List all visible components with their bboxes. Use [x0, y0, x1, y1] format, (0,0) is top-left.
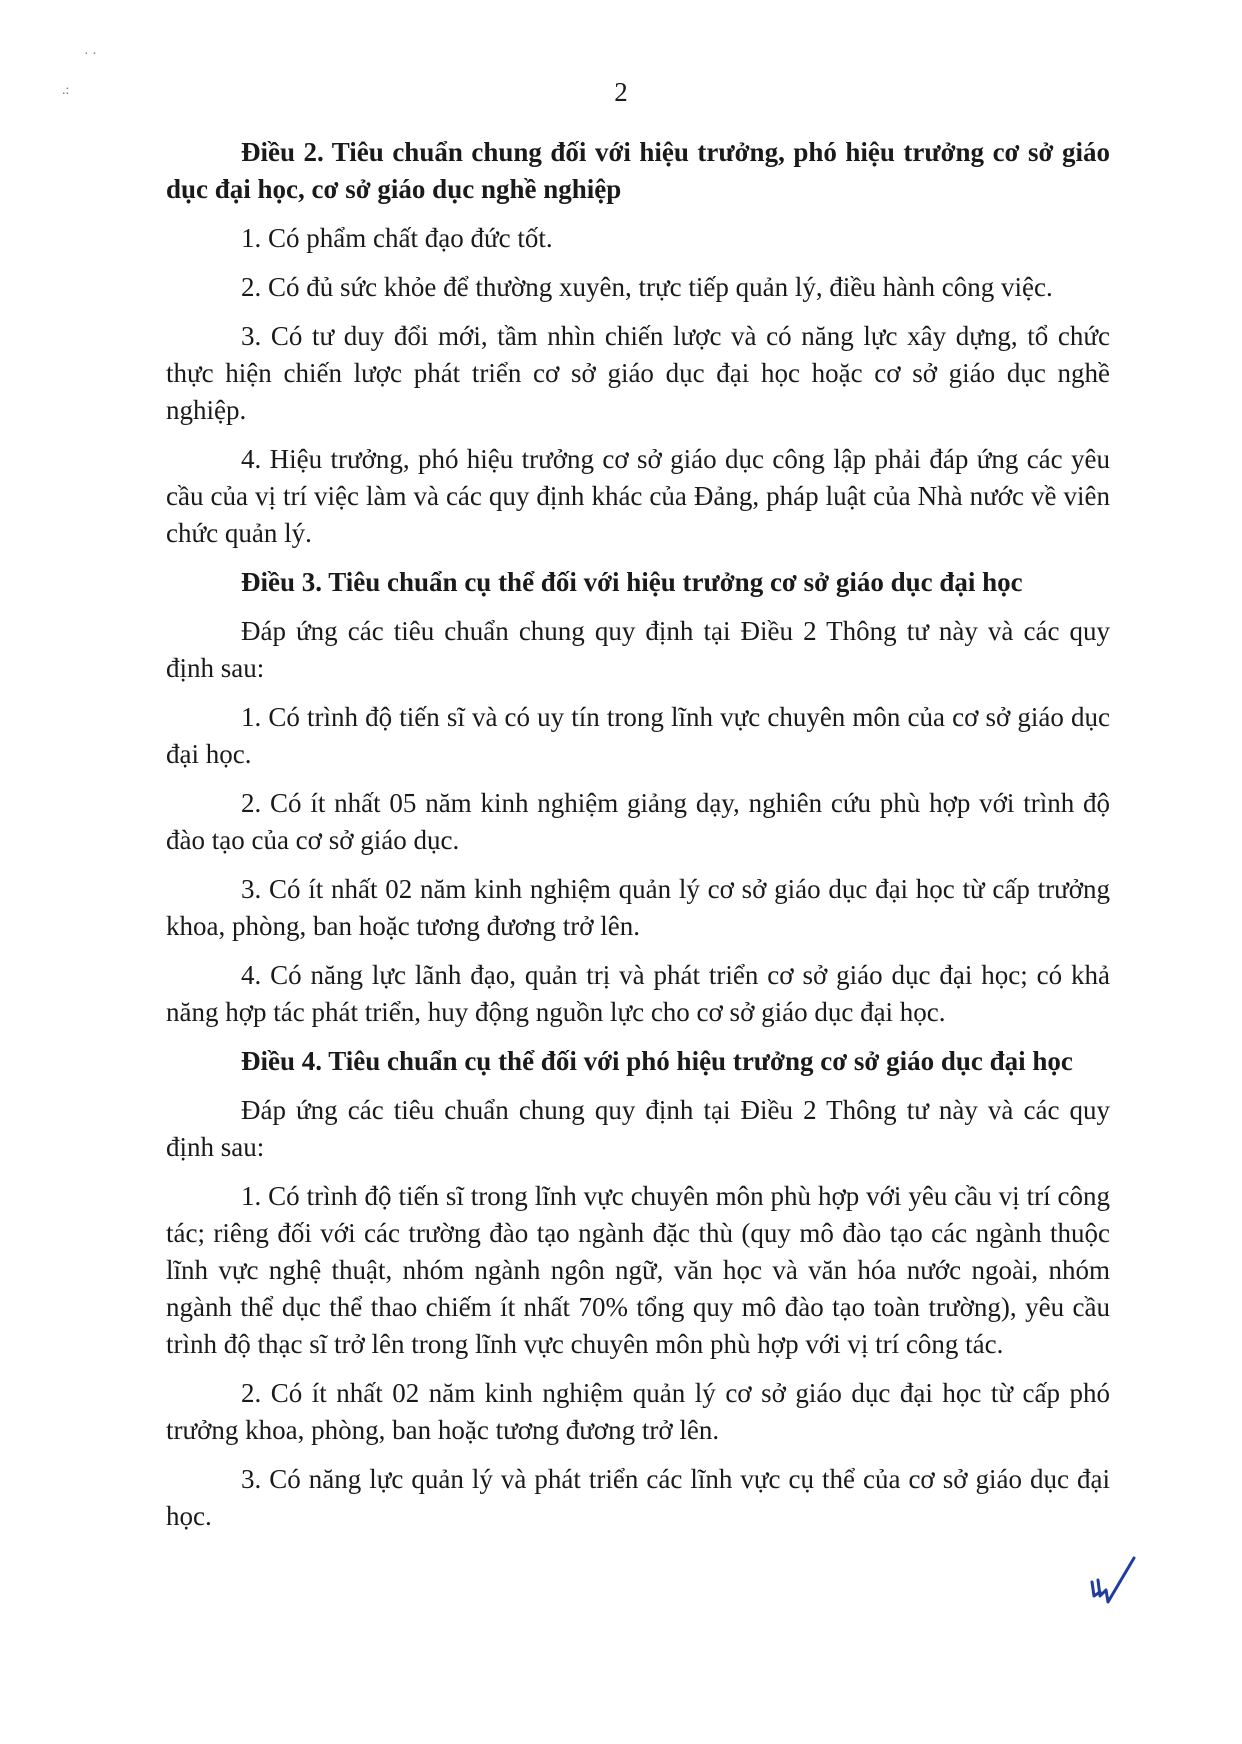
article-4-clause-3: 3. Có năng lực quản lý và phát triển các lĩnh vực cụ thể của cơ sở giáo dục đại học.: [166, 1464, 1110, 1531]
article-3-clause-4: 4. Có năng lực lãnh đạo, quản trị và phát triển cơ sở giáo dục đại học; có khả năng hợp tác phát triển, huy động nguồn lực cho cơ sở giáo dục đại học.: [166, 960, 1110, 1027]
article-2-clause-1: 1. Có phẩm chất đạo đức tốt.: [241, 223, 553, 253]
article-2-clause-3: 3. Có tư duy đổi mới, tầm nhìn chiến lược và có năng lực xây dựng, tổ chức thực hiện chiến lược phát triển cơ sở giáo dục đại học hoặc cơ sở giáo dục nghề nghiệp.: [166, 321, 1110, 425]
document-body: [166, 134, 1110, 1547]
page-number: 2: [614, 77, 628, 107]
article-3-intro: Đáp ứng các tiêu chuẩn chung quy định tại Điều 2 Thông tư này và các quy định sau:: [166, 616, 1110, 683]
article-4-clause-1: 1. Có trình độ tiến sĩ trong lĩnh vực chuyên môn phù hợp với yêu cầu vị trí công tác; riêng đối với các trường đào tạo ngành đặc thù (quy mô đào tạo các ngành thuộc lĩnh vực nghệ thuật, nhóm ngành ngôn ngữ, văn học và văn hóa nước ngoài, nhóm ngành thể dục thể thao chiếm ít nhất 70% tổng quy mô đào tạo toàn trường), yêu cầu trình độ thạc sĩ trở lên trong lĩnh vực chuyên môn phù hợp với vị trí công tác.: [166, 1181, 1110, 1359]
article-3-clause-2: 2. Có ít nhất 05 năm kinh nghiệm giảng dạy, nghiên cứu phù hợp với trình độ đào tạo của cơ sở giáo dục.: [166, 788, 1110, 855]
article-2-heading: Điều 2. Tiêu chuẩn chung đối với hiệu trưởng, phó hiệu trưởng cơ sở giáo dục đại học, cơ sở giáo dục nghề nghiệp: [166, 137, 1110, 204]
article-3-heading: Điều 3. Tiêu chuẩn cụ thể đối với hiệu trưởng cơ sở giáo dục đại học: [241, 567, 1023, 597]
scan-speck: · ·: [84, 47, 97, 62]
article-4-clause-2: 2. Có ít nhất 02 năm kinh nghiệm quản lý cơ sở giáo dục đại học từ cấp phó trưởng khoa, phòng, ban hoặc tương đương trở lên.: [166, 1378, 1110, 1445]
article-3-clause-3: 3. Có ít nhất 02 năm kinh nghiệm quản lý cơ sở giáo dục đại học từ cấp trưởng khoa, phòng, ban hoặc tương đương trở lên.: [166, 874, 1110, 941]
scan-speck: .:: [62, 83, 70, 98]
article-2-clause-2: 2. Có đủ sức khỏe để thường xuyên, trực tiếp quản lý, điều hành công việc.: [241, 272, 1053, 302]
article-2-clause-4: 4. Hiệu trưởng, phó hiệu trưởng cơ sở giáo dục công lập phải đáp ứng các yêu cầu của vị trí việc làm và các quy định khác của Đảng, pháp luật của Nhà nước về viên chức quản lý.: [166, 444, 1110, 548]
article-4-intro: Đáp ứng các tiêu chuẩn chung quy định tại Điều 2 Thông tư này và các quy định sau:: [166, 1095, 1110, 1162]
article-4-heading: Điều 4. Tiêu chuẩn cụ thể đối với phó hiệu trưởng cơ sở giáo dục đại học: [241, 1046, 1073, 1076]
initial-signature-mark: [1086, 1552, 1140, 1610]
article-3-clause-1: 1. Có trình độ tiến sĩ và có uy tín trong lĩnh vực chuyên môn của cơ sở giáo dục đại học.: [166, 702, 1110, 769]
